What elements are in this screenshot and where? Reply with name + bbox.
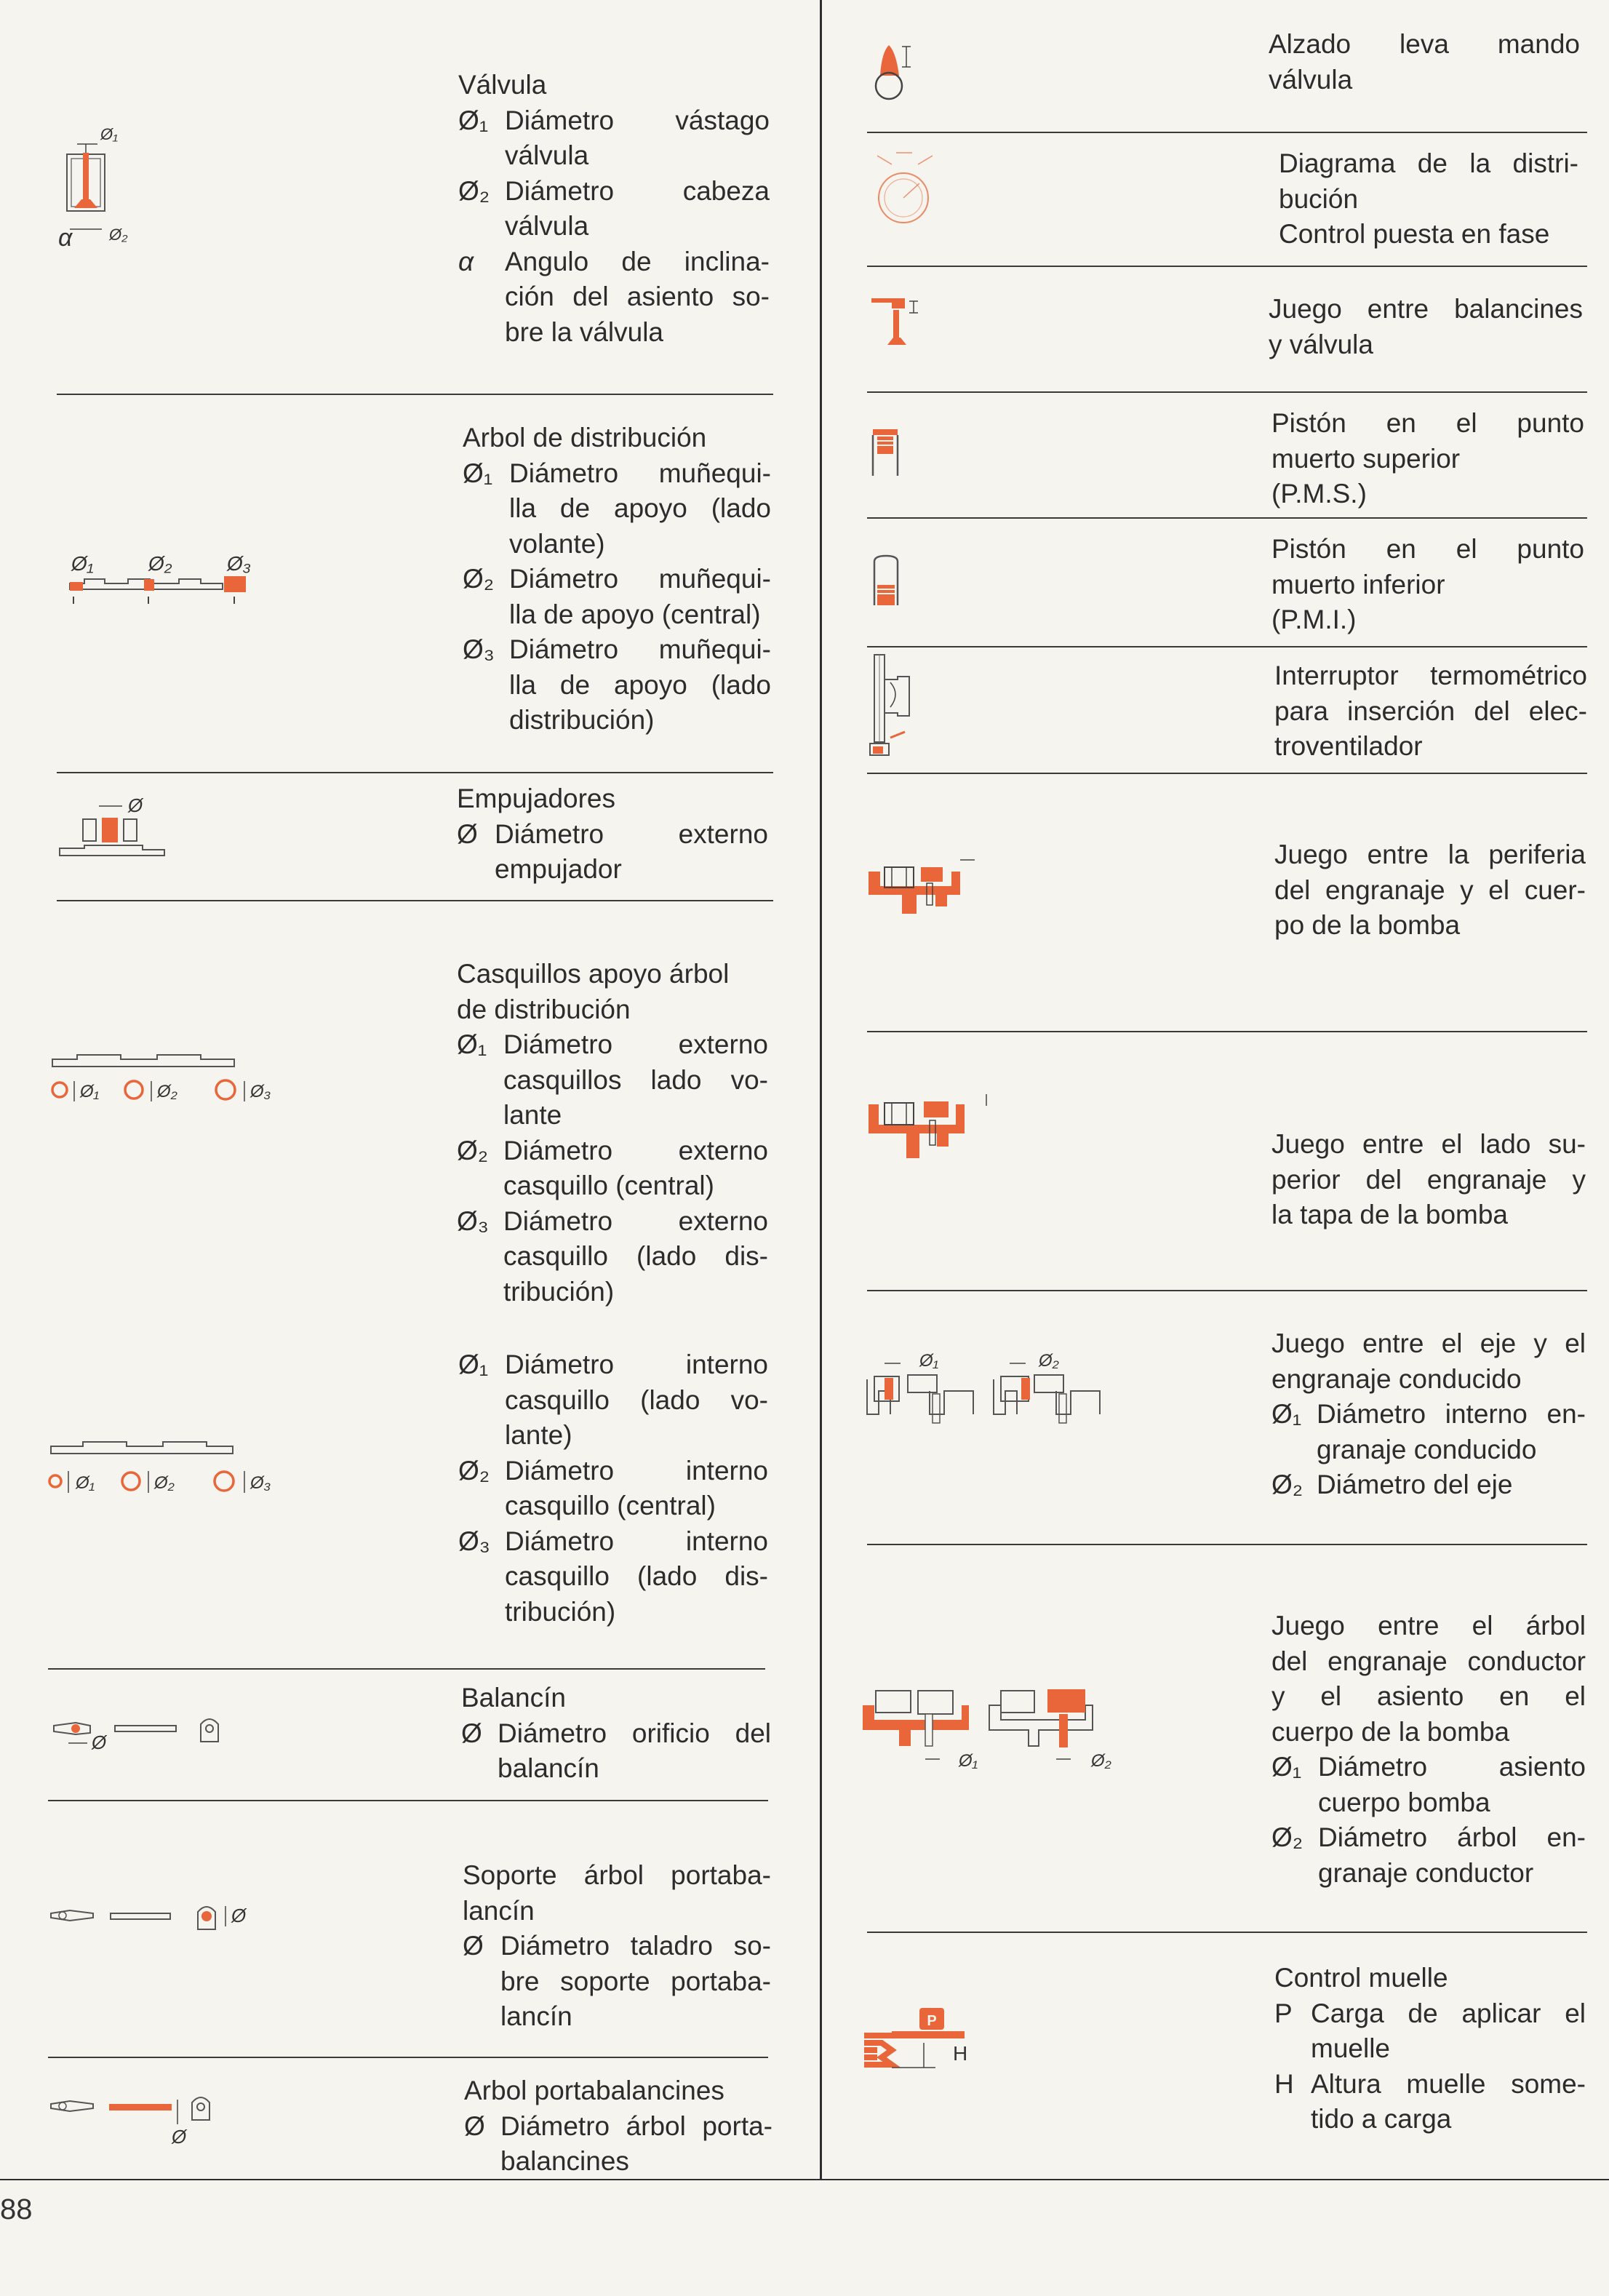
bushings-ext-title-a: Casquillos apoyo árbol [457, 959, 730, 989]
camshaft-title: Arbol de distribución [463, 423, 707, 453]
camshaft-text-3b: lla de apoyo (lado [509, 669, 771, 700]
drive-gear-item1-a: Diámetro asiento [1318, 1752, 1586, 1782]
divider [57, 900, 773, 901]
bushings-ext-text-2b: casquillo (central) [503, 1171, 714, 1200]
drive-gear-text-c: y el asiento en el [1271, 1681, 1586, 1711]
divider [57, 394, 773, 395]
rocker-support-title-b: lancín [463, 1895, 535, 1926]
camshaft-item-2 [463, 562, 771, 632]
camshaft-text-2a: Diámetro muñequi- [509, 564, 771, 594]
rocker-shaft-diagram-icon [48, 2086, 244, 2152]
drive-gear-item1-b: cuerpo bomba [1318, 1787, 1490, 1817]
bushing-internal-diagram-icon [47, 1432, 287, 1504]
divider [867, 646, 1587, 647]
drive-gear-text-a: Juego entre el árbol [1271, 1611, 1586, 1641]
driven-gear-label-2: Ø₂ [1039, 1351, 1059, 1371]
gear-periphery-text-a: Juego entre la periferia [1274, 840, 1586, 869]
drive-gear-entry [1271, 1609, 1586, 1891]
valve-alpha-label: α [58, 224, 73, 252]
divider [48, 1668, 765, 1670]
tappets-sym: Ø [457, 818, 478, 849]
thermo-switch-icon [869, 650, 927, 767]
drive-gear-item2-b: granaje conductor [1318, 1857, 1534, 1888]
bushings-int-text-1b: casquillo (lado vo- [505, 1384, 768, 1415]
spring-p-label: P [927, 2013, 937, 2029]
rocker-shaft-title: Arbol portabalancines [464, 2076, 724, 2105]
valve-d1-label: Ø₁ [100, 125, 119, 143]
valve-text-2a: Diámetro cabeza [505, 175, 770, 206]
rocker-support-sym: Ø [463, 1931, 484, 1961]
driven-gear-item-2 [1271, 1467, 1586, 1503]
bushings-ext-sym-1: Ø₁ [457, 1029, 487, 1059]
valve-sym-2: Ø₂ [458, 175, 490, 206]
thermo-switch-entry [1274, 658, 1587, 765]
driven-gear-sym-1: Ø₁ [1271, 1399, 1302, 1429]
driven-gear-item2-a: Diámetro del eje [1317, 1470, 1513, 1499]
tdc-text-a: Pistón en el punto [1271, 408, 1584, 438]
thermo-text-b: para inserción del elec- [1274, 695, 1587, 726]
spring-sym-2: H [1274, 2068, 1294, 2099]
driven-gear-text-a: Juego entre el eje y el [1271, 1328, 1586, 1358]
divider [867, 517, 1587, 519]
bushings-int-sym-2: Ø₂ [458, 1455, 490, 1486]
driven-gear-item1-a: Diámetro interno en- [1317, 1399, 1586, 1429]
drive-gear-text-d: cuerpo de la bomba [1271, 1716, 1510, 1747]
tdc-text-c: (P.M.S.) [1271, 479, 1367, 509]
camshaft-text-2b: lla de apoyo (central) [509, 599, 761, 629]
timing-text-c: Control puesta en fase [1279, 219, 1550, 249]
bushings-int-text-2b: casquillo (central) [505, 1491, 716, 1520]
bdc-text-c: (P.M.I.) [1271, 605, 1357, 634]
valve-text-3a: Angulo de inclina- [505, 246, 770, 276]
camshaft-diagram-icon [63, 546, 259, 611]
camshaft-text-1b: lla de apoyo (lado [509, 493, 771, 523]
rocker-label: Ø [92, 1731, 107, 1753]
divider [867, 1932, 1587, 1933]
bushings-int-text-1a: Diámetro interno [505, 1350, 768, 1379]
drive-gear-label-1: Ø₁ [959, 1751, 978, 1771]
valve-clearance-text-a: Juego entre balancines [1269, 294, 1583, 324]
piston-tdc-icon [870, 425, 906, 483]
valve-item-1 [458, 103, 770, 174]
spring-h-label: H [953, 2042, 968, 2065]
rocker-shaft-label: Ø [172, 2126, 187, 2148]
spring-title: Control muelle [1274, 1963, 1448, 1993]
tappets-title: Empujadores [457, 784, 616, 813]
tappets-entry [457, 781, 768, 888]
spring-item-2 [1274, 2067, 1586, 2137]
bushings-ext-text-1b: casquillos lado vo- [503, 1064, 768, 1095]
valve-item-3 [458, 244, 770, 351]
bushings-ext-sym-3: Ø₃ [457, 1205, 489, 1236]
spring-sym-1: P [1274, 1998, 1293, 2028]
spring-item2-a: Altura muelle some- [1311, 2068, 1586, 2099]
rocker-arm-diagram-icon [49, 1710, 239, 1761]
bdc-text-a: Pistón en el punto [1271, 534, 1584, 564]
driven-gear-text-b: engranaje conducido [1271, 1363, 1522, 1394]
bushings-ext-text-1a: Diámetro externo [503, 1029, 768, 1059]
spring-check-icon [860, 2002, 983, 2082]
bushings-ext-text-3a: Diámetro externo [503, 1205, 768, 1236]
bushings-int-item-2 [458, 1454, 768, 1524]
divider [867, 1290, 1587, 1291]
rocker-item-1 [461, 1716, 771, 1787]
bushings-ext-item-3 [457, 1204, 768, 1310]
valve-text-3b: ción del asiento so- [505, 282, 770, 311]
rocker-text-b: balancín [498, 1753, 599, 1783]
valve-sym-1: Ø₁ [458, 105, 489, 135]
camshaft-sym-1: Ø₁ [463, 458, 493, 488]
rocker-support-text-b: bre soporte portaba- [500, 1966, 771, 1996]
bushings-internal-entry [458, 1347, 768, 1630]
valve-text-2b: válvula [505, 211, 589, 241]
divider [867, 1544, 1587, 1545]
tappet-label: Ø [128, 794, 143, 816]
driven-gear-label-1: Ø₁ [919, 1351, 939, 1371]
bushing-int-label-1: Ø₁ [76, 1473, 95, 1493]
bushings-ext-item-2 [457, 1133, 768, 1204]
driven-gear-entry [1271, 1326, 1586, 1503]
valve-diagram-icon [58, 124, 160, 255]
rocker-support-title-a: Soporte árbol portaba- [463, 1860, 771, 1890]
bushing-ext-label-3: Ø₃ [250, 1082, 271, 1101]
gear-top-text-a: Juego entre el lado su- [1271, 1129, 1586, 1159]
camshaft-text-3a: Diámetro muñequi- [509, 634, 771, 664]
divider [867, 266, 1587, 267]
pump-gear-periphery-icon [866, 851, 982, 938]
thermo-text-c: troventilador [1274, 731, 1423, 761]
bushing-external-diagram-icon [48, 1046, 288, 1112]
spring-item2-b: tido a carga [1311, 2104, 1452, 2134]
rocker-shaft-item-1 [464, 2109, 772, 2180]
bushings-int-sym-3: Ø₃ [458, 1526, 490, 1556]
driven-gear-item-1 [1271, 1397, 1586, 1467]
spring-item-1 [1274, 1996, 1586, 2067]
valve-text-3c: bre la válvula [505, 316, 664, 347]
rocker-shaft-entry [464, 2073, 772, 2180]
camshaft-text-1c: volante) [509, 528, 605, 559]
camshaft-sym-3: Ø₃ [463, 634, 495, 664]
timing-entry [1279, 146, 1578, 252]
bushings-ext-item-1 [457, 1027, 768, 1133]
tappets-text-a: Diámetro externo [495, 818, 768, 849]
timing-diagram-icon [867, 146, 947, 233]
divider [867, 1031, 1587, 1032]
valve-item-2 [458, 174, 770, 244]
bushing-int-label-3: Ø₃ [250, 1473, 271, 1493]
page-number: 88 [0, 2193, 33, 2225]
bushings-int-text-1c: lante) [505, 1420, 572, 1450]
bdc-text-b: muerto inferior [1271, 569, 1445, 599]
timing-text-a: Diagrama de la distri- [1279, 148, 1578, 178]
valve-sym-3: α [458, 246, 474, 276]
bushings-ext-sym-2: Ø₂ [457, 1135, 489, 1165]
bushings-int-text-3b: casquillo (lado dis- [505, 1561, 768, 1591]
cam-lift-text-a: Alzado leva mando [1269, 29, 1580, 59]
valve-text-1b: válvula [505, 140, 589, 170]
rocker-shaft-text-a: Diámetro árbol porta- [500, 2110, 772, 2141]
tdc-entry [1271, 406, 1584, 512]
cam-lift-entry [1269, 27, 1580, 97]
camshaft-item-1 [463, 456, 771, 562]
bushings-ext-text-3c: tribución) [503, 1276, 615, 1307]
camshaft-entry [463, 420, 771, 738]
gear-periphery-entry [1274, 837, 1586, 944]
piston-bdc-icon [870, 554, 906, 613]
rocker-text-a: Diámetro orificio del [498, 1718, 771, 1748]
bushings-ext-text-1c: lante [503, 1100, 562, 1130]
bushings-ext-title-b: de distribución [457, 994, 631, 1024]
valve-text-1a: Diámetro vástago [505, 105, 770, 135]
bdc-entry [1271, 532, 1584, 638]
spring-entry [1274, 1961, 1586, 2137]
tappets-item-1 [457, 817, 768, 888]
divider [867, 773, 1587, 774]
bushings-external-entry [457, 957, 768, 1310]
drive-gear-sym-2: Ø₂ [1271, 1822, 1303, 1852]
tappet-diagram-icon [55, 793, 172, 873]
camshaft-item-3 [463, 632, 771, 738]
spring-item1-b: muelle [1311, 2033, 1390, 2063]
gear-top-text-b: perior del engranaje y [1271, 1164, 1586, 1195]
spring-item1-a: Carga de aplicar el [1311, 1998, 1586, 2028]
bushings-ext-text-2a: Diámetro externo [503, 1135, 768, 1165]
drive-gear-sym-1: Ø₁ [1271, 1752, 1302, 1782]
camshaft-text-1a: Diámetro muñequi- [509, 458, 771, 488]
divider [867, 132, 1587, 133]
bushing-ext-label-1: Ø₁ [80, 1082, 100, 1101]
divider [48, 1800, 768, 1801]
cam-lift-text-b: válvula [1269, 64, 1353, 95]
bushing-ext-label-2: Ø₂ [157, 1082, 177, 1101]
valve-clearance-icon [869, 291, 949, 356]
bushings-int-text-2a: Diámetro interno [505, 1455, 768, 1486]
camshaft-label-3: Ø₃ [227, 552, 251, 575]
bushing-int-label-2: Ø₂ [154, 1473, 175, 1493]
valve-clearance-entry [1269, 292, 1583, 362]
rocker-shaft-text-b: balancines [500, 2146, 629, 2176]
rocker-shaft-sym: Ø [464, 2110, 485, 2141]
camshaft-label-1: Ø₁ [71, 552, 94, 575]
divider [48, 2057, 768, 2058]
driven-gear-sym-2: Ø₂ [1271, 1470, 1303, 1499]
gear-top-entry [1271, 1127, 1586, 1233]
tappets-text-b: empujador [495, 854, 622, 884]
divider [867, 391, 1587, 393]
gear-top-text-c: la tapa de la bomba [1271, 1200, 1509, 1229]
valve-clearance-text-b: y válvula [1269, 329, 1373, 359]
cam-lift-icon [870, 38, 928, 103]
bushings-int-text-3c: tribución) [505, 1596, 616, 1627]
drive-gear-item2-a: Diámetro árbol en- [1318, 1822, 1586, 1852]
pump-gear-top-icon [866, 1091, 989, 1171]
drive-gear-label-2: Ø₂ [1091, 1751, 1111, 1771]
bushings-int-item-1 [458, 1347, 768, 1454]
drive-gear-item-2 [1271, 1820, 1586, 1891]
bushings-int-item-3 [458, 1524, 768, 1630]
rocker-support-diagram-icon [48, 1897, 266, 1948]
thermo-text-a: Interruptor termométrico [1274, 661, 1587, 690]
rocker-title: Balancín [461, 1683, 566, 1713]
valve-d2-label: Ø₂ [109, 226, 128, 244]
drive-gear-item-1 [1271, 1750, 1586, 1820]
divider [57, 772, 773, 773]
gear-periphery-text-b: del engranaje y el cuer- [1274, 874, 1586, 905]
rocker-support-text-a: Diámetro taladro so- [500, 1931, 771, 1961]
rocker-support-text-c: lancín [500, 2001, 572, 2031]
rocker-support-entry [463, 1858, 771, 2035]
valve-title: Válvula [458, 70, 547, 100]
driven-gear-shaft-icon [864, 1347, 1111, 1449]
valve-entry [458, 68, 770, 350]
rocker-sym: Ø [461, 1718, 482, 1748]
tdc-text-b: muerto superior [1271, 443, 1461, 474]
driven-gear-item1-b: granaje conducido [1317, 1434, 1537, 1464]
drive-gear-text-b: del engranaje conductor [1271, 1646, 1586, 1676]
camshaft-label-2: Ø₂ [148, 552, 172, 575]
bushings-int-sym-1: Ø₁ [458, 1350, 489, 1379]
rocker-support-label: Ø [231, 1905, 247, 1926]
footer-rule [0, 2179, 1609, 2180]
camshaft-sym-2: Ø₂ [463, 564, 495, 594]
drive-gear-shaft-icon [860, 1686, 1122, 1781]
camshaft-text-3c: distribución) [509, 705, 655, 735]
rocker-entry [461, 1681, 771, 1787]
bushings-int-text-3a: Diámetro interno [505, 1526, 768, 1556]
rocker-support-item-1 [463, 1929, 771, 2035]
column-divider [820, 0, 822, 2179]
gear-periphery-text-c: po de la bomba [1274, 910, 1461, 940]
timing-text-b: bución [1279, 183, 1359, 214]
bushings-ext-text-3b: casquillo (lado dis- [503, 1241, 768, 1271]
